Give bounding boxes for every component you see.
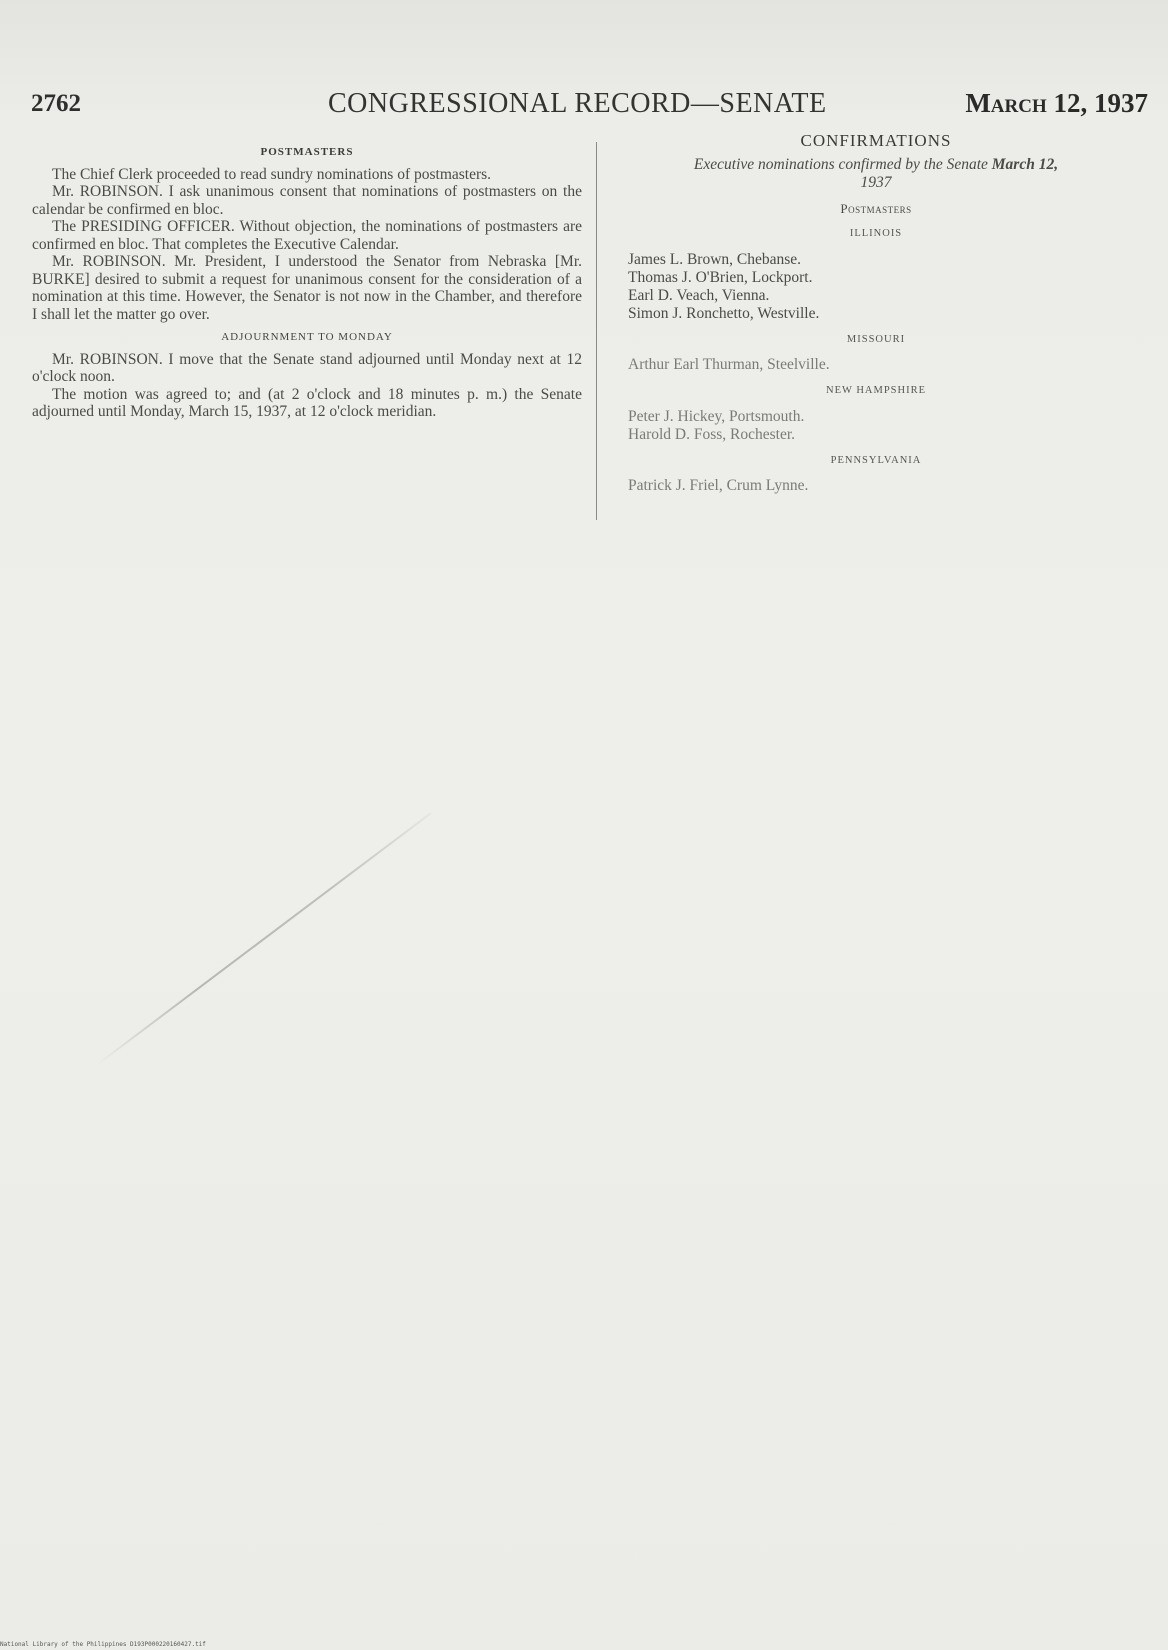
right-column <box>602 132 1150 495</box>
scan-footer: National Library of the Philippines D193P000220160427.tif <box>0 1641 206 1648</box>
left-column <box>32 138 582 421</box>
nominee-line: Thomas J. O'Brien, Lockport. <box>628 268 813 286</box>
scan-streak <box>95 812 432 1066</box>
exec-date: March 12, <box>991 155 1059 173</box>
column-divider <box>596 142 597 520</box>
nominee-line: Arthur Earl Thurman, Steelville. <box>628 356 830 373</box>
header-date: March 12, 1937 <box>965 88 1148 118</box>
paragraph: The PRESIDING OFFICER. Without objection, the nominations of postmasters are confirmed en bloc. That completes the Executive Calendar. <box>32 218 582 253</box>
paragraph: Mr. ROBINSON. Mr. President, I understood the Senator from Nebraska [Mr. BURKE] desired to submit a request for unanimous consent for the consideration of a nomination at this time. However, the Senator is not now in the Chamber, and therefore I shall let the matter go over. <box>32 253 582 323</box>
paragraph: The Chief Clerk proceeded to read sundry nominations of postmasters. <box>52 165 492 183</box>
caption-postmasters: POSTMASTERS <box>260 146 354 158</box>
state-heading: MISSOURI <box>846 333 906 345</box>
state-heading: PENNSYLVANIA <box>830 454 922 466</box>
paragraph: The motion was agreed to; and (at 2 o'clock and 18 minutes p. m.) the Senate adjourned until Monday, March 15, 1937, at 12 o'clock meridian. <box>32 385 582 420</box>
page-number: 2762 <box>31 90 81 117</box>
confirmations-heading: CONFIRMATIONS <box>800 131 952 150</box>
nominee-line: Peter J. Hickey, Portsmouth. <box>628 407 805 425</box>
nominee-line: Patrick J. Friel, Crum Lynne. <box>628 477 809 494</box>
paragraph: Mr. ROBINSON. I ask unanimous consent that nominations of postmasters on the calendar be confirmed en bloc. <box>32 183 582 218</box>
paragraph: Mr. ROBINSON. I move that the Senate stand adjourned until Monday next at 12 o'clock noon. <box>32 350 582 385</box>
nominee-line: Harold D. Foss, Rochester. <box>628 425 796 443</box>
postmasters-subheading: Postmasters <box>840 200 912 216</box>
exec-year: 1937 <box>860 173 892 191</box>
state-heading: ILLINOIS <box>849 228 903 239</box>
executive-nominations-line <box>602 156 1150 192</box>
nominee-line: Earl D. Veach, Vienna. <box>628 286 770 304</box>
journal-title: CONGRESSIONAL RECORD—SENATE <box>328 88 827 119</box>
nominee-line: Simon J. Ronchetto, Westville. <box>628 304 820 322</box>
nominee-line: James L. Brown, Chebanse. <box>628 250 802 268</box>
state-heading: NEW HAMPSHIRE <box>825 385 927 396</box>
caption-adjournment: ADJOURNMENT TO MONDAY <box>221 331 393 343</box>
exec-prefix: Executive nominations confirmed by the Senate <box>693 155 988 173</box>
